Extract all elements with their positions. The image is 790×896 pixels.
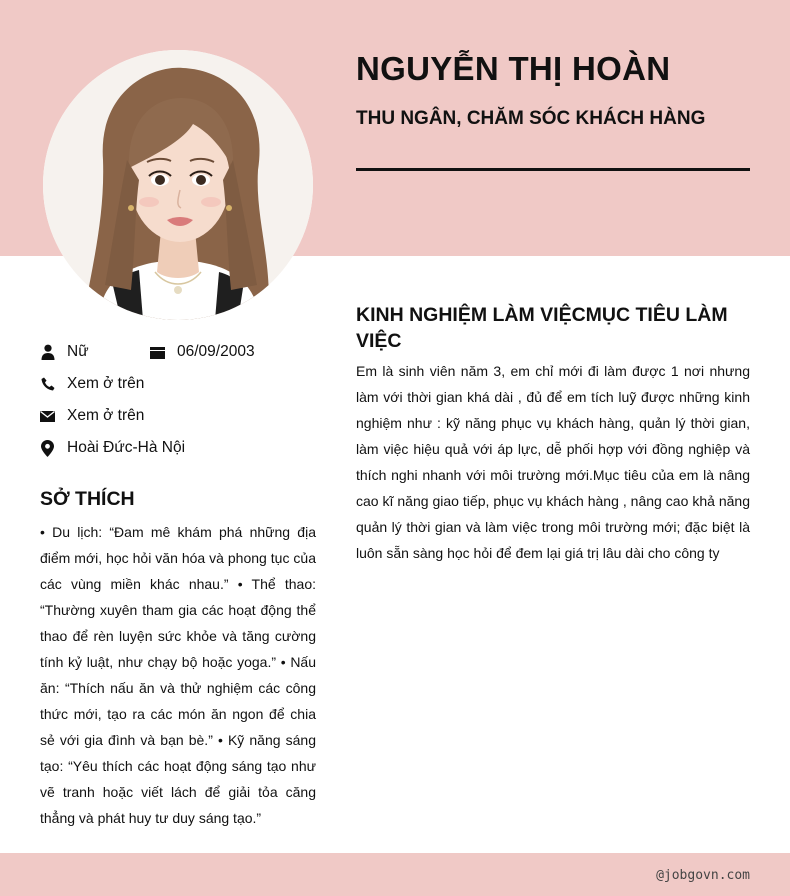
address-value: Hoài Đức-Hà Nội (67, 439, 186, 456)
header-divider (356, 168, 750, 171)
email-row (40, 407, 144, 425)
phone-row (40, 375, 144, 393)
email-value: Xem ở trên (67, 407, 145, 424)
profile-photo (43, 50, 313, 320)
experience-title: KINH NGHIỆM LÀM VIỆCMỤC TIÊU LÀM VIỆC (356, 304, 728, 352)
calendar-icon (150, 344, 165, 360)
candidate-name: NGUYỄN THỊ HOÀN (356, 50, 671, 87)
gender-row (40, 343, 89, 361)
hobbies-text: • Du lịch: “Đam mê khám phá những địa điểm mới, học hỏi văn hóa và phong tục của các vùng miền khác nhau.” • Thể thao: “Thường xuyên tham gia các hoạt động thể thao để rèn luyện sức khỏe và tăng cường tính kỷ luật, như chạy bộ hoặc yoga.” • Nấu ăn: “Thích nấu ăn và thử nghiệm các công thức mới, tạo ra các món ăn ngon để chia sẻ với gia đình và bạn bè.” • Kỹ năng sáng tạo: “Yêu thích các hoạt động sáng tạo như vẽ tranh hoặc viết lách để giải tỏa căng thẳng và phát huy tư duy sáng tạo.” (40, 524, 316, 826)
mail-icon (40, 408, 55, 424)
birthdate-value: 06/09/2003 (177, 343, 255, 360)
experience-text: Em là sinh viên năm 3, em chỉ mới đi làm được 1 nơi nhưng làm với thời gian khá dài , đủ để em tích luỹ được những kinh nghiệm như : kỹ năng phục vụ khách hàng, quản lý thời gian, làm việc hiệu quả với áp lực, dễ phối hợp với đồng nghiệp và thích nghi nhanh với môi trường mới.Mục tiêu của em là nâng cao kĩ năng giao tiếp, phục vụ khách hàng , nâng cao khả năng quản lý thời gian và làm việc trong môi trường mới; đặc biệt là luôn sẵn sàng học hỏi để đem lại giá trị lâu dài cho công ty (356, 363, 750, 561)
phone-value: Xem ở trên (67, 375, 145, 392)
hobbies-title: SỞ THÍCH (40, 488, 135, 510)
person-icon (40, 344, 55, 360)
birthdate-row (150, 343, 255, 361)
phone-icon (40, 376, 55, 392)
watermark: @jobgovn.com (656, 868, 750, 883)
job-title: THU NGÂN, CHĂM SÓC KHÁCH HÀNG (356, 108, 706, 129)
gender-value: Nữ (67, 343, 89, 360)
portrait-illustration (43, 50, 313, 320)
address-row (40, 439, 185, 457)
location-pin-icon (40, 440, 55, 456)
